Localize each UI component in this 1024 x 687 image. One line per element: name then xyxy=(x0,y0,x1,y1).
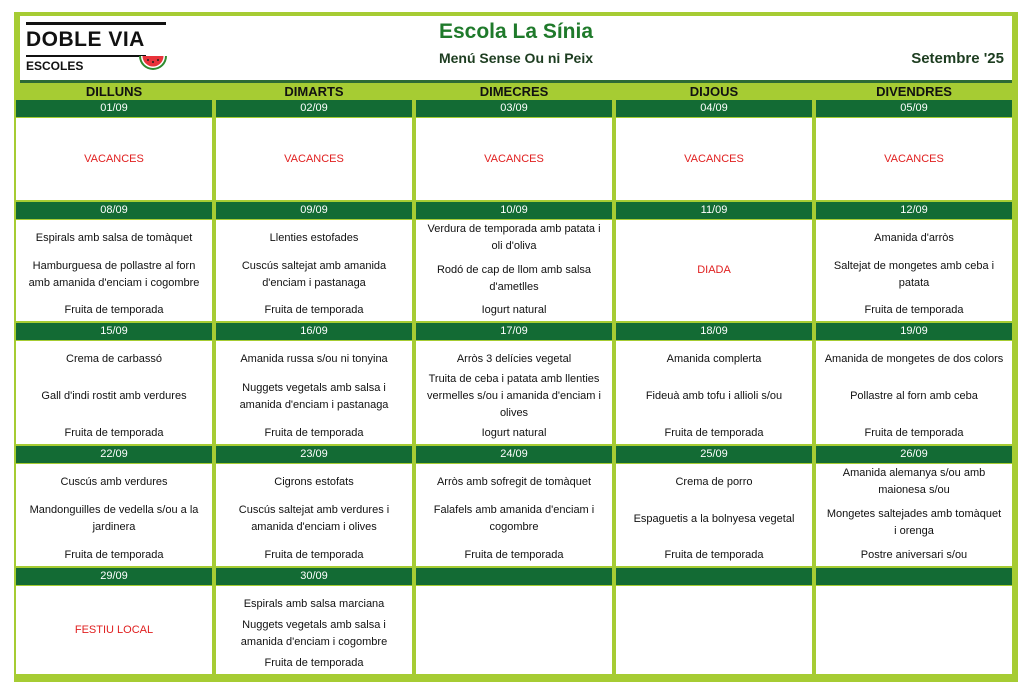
second-course-line: amb amanida d'enciam i cogombre xyxy=(28,277,200,289)
second-course-line: Hamburguesa de pollastre al forn xyxy=(32,260,196,272)
first-course-line: Arròs 3 delícies vegetal xyxy=(456,353,572,365)
second-course-line: Mandonguilles de vedella s/ou a la xyxy=(29,504,199,516)
first-course-line: Arròs amb sofregit de tomàquet xyxy=(436,476,592,488)
day-cell xyxy=(16,341,212,444)
date-bar xyxy=(416,568,612,585)
date-bar: 10/09 xyxy=(416,202,612,219)
month-label: Setembre '25 xyxy=(911,50,1004,67)
second-course-line: d'enciam i pastanaga xyxy=(262,277,366,289)
first-course-line: Cuscús amb verdures xyxy=(60,476,168,488)
first-course-line: Crema de porro xyxy=(675,476,753,488)
date-bar: 15/09 xyxy=(16,323,212,340)
day-cell xyxy=(216,586,412,674)
second-course-line: d'ametlles xyxy=(489,281,539,293)
second-course-line: Falafels amb amanida d'enciam i xyxy=(433,504,595,516)
day-cell xyxy=(616,341,812,444)
day-cell xyxy=(816,586,1012,674)
day-cell xyxy=(416,220,612,321)
date-bar: 08/09 xyxy=(16,202,212,219)
second-course-line: olives xyxy=(499,407,529,419)
holiday-label: VACANCES xyxy=(884,153,944,165)
logo-subtitle: ESCOLES xyxy=(26,59,84,73)
dessert-line: Fruita de temporada xyxy=(864,427,964,439)
first-course-line: Llenties estofades xyxy=(269,232,359,244)
first-course-line: Amanida alemanya s/ou amb xyxy=(842,467,986,479)
second-course-line: Gall d'indi rostit amb verdures xyxy=(41,390,187,402)
day-cell xyxy=(616,220,812,321)
second-course-line: amanida d'enciam i pastanaga xyxy=(239,399,389,411)
second-course-line: Mongetes saltejades amb tomàquet xyxy=(826,508,1002,520)
date-bar: 12/09 xyxy=(816,202,1012,219)
date-bar: 26/09 xyxy=(816,446,1012,463)
second-course-line: amanida d'enciam i cogombre xyxy=(240,636,388,648)
second-course-line: jardinera xyxy=(92,521,136,533)
holiday-label: VACANCES xyxy=(284,153,344,165)
date-bar: 17/09 xyxy=(416,323,612,340)
second-course-line: Espaguetis a la bolnyesa vegetal xyxy=(633,513,795,525)
second-course-line: i orenga xyxy=(894,525,934,537)
first-course-line: Amanida d'arròs xyxy=(874,232,954,244)
day-cell xyxy=(816,464,1012,566)
dessert-line: Fruita de temporada xyxy=(64,549,164,561)
day-cell xyxy=(216,464,412,566)
second-course-line: Pollastre al forn amb ceba xyxy=(850,390,978,402)
first-course-line: Amanida complerta xyxy=(666,353,762,365)
dessert-line: Iogurt natural xyxy=(481,427,547,439)
holiday-label: DIADA xyxy=(697,264,731,276)
first-course-line: oli d'oliva xyxy=(491,240,537,252)
dessert-line: Postre aniversari s/ou xyxy=(860,549,968,561)
day-cell xyxy=(816,220,1012,321)
dessert-line: Fruita de temporada xyxy=(664,549,764,561)
date-bar: 01/09 xyxy=(16,100,212,117)
date-bar xyxy=(616,568,812,585)
day-cell xyxy=(616,464,812,566)
menu-frame xyxy=(14,12,1018,682)
date-bar: 05/09 xyxy=(816,100,1012,117)
second-course-line: vermelles s/ou i amanida d'enciam i xyxy=(427,390,601,402)
first-course-line: Amanida russa s/ou ni tonyina xyxy=(240,353,388,365)
holiday-label: VACANCES xyxy=(684,153,744,165)
dessert-line: Fruita de temporada xyxy=(264,304,364,316)
dessert-line: Iogurt natural xyxy=(481,304,547,316)
first-course-line: Espirals amb salsa marciana xyxy=(243,598,385,610)
second-course-line: amanida d'enciam i olives xyxy=(251,521,377,533)
date-bar: 29/09 xyxy=(16,568,212,585)
holiday-label: VACANCES xyxy=(484,153,544,165)
day-cell xyxy=(16,118,212,200)
date-bar: 09/09 xyxy=(216,202,412,219)
header-divider xyxy=(20,80,1012,83)
first-course-line: maionesa s/ou xyxy=(878,484,950,496)
dessert-line: Fruita de temporada xyxy=(264,427,364,439)
date-bar: 25/09 xyxy=(616,446,812,463)
day-cell xyxy=(416,464,612,566)
day-header-2: DIMARTS xyxy=(284,84,344,99)
holiday-label: FESTIU LOCAL xyxy=(74,624,154,636)
date-bar: 11/09 xyxy=(616,202,812,219)
date-bar: 30/09 xyxy=(216,568,412,585)
second-course-line: Nuggets vegetals amb salsa i xyxy=(242,619,386,631)
day-cell xyxy=(16,586,212,674)
second-course-line: patata xyxy=(898,277,930,289)
second-course-line: Fideuà amb tofu i allioli s/ou xyxy=(645,390,783,402)
date-bar: 22/09 xyxy=(16,446,212,463)
first-course-line: Crema de carbassó xyxy=(66,353,162,365)
date-bar: 23/09 xyxy=(216,446,412,463)
dessert-line: Fruita de temporada xyxy=(264,657,364,669)
dessert-line: Fruita de temporada xyxy=(64,427,164,439)
second-course-line: Cuscús saltejat amb amanida xyxy=(241,260,387,272)
day-cell xyxy=(416,586,612,674)
school-title: Escola La Sínia xyxy=(438,20,594,43)
first-course-line: Verdura de temporada amb patata i xyxy=(427,223,601,235)
day-cell xyxy=(816,341,1012,444)
second-course-line: Nuggets vegetals amb salsa i xyxy=(242,382,386,394)
day-cell xyxy=(216,118,412,200)
holiday-label: VACANCES xyxy=(84,153,144,165)
date-bar xyxy=(816,568,1012,585)
first-course-line: Espirals amb salsa de tomàquet xyxy=(35,232,193,244)
day-cell xyxy=(616,118,812,200)
day-cell xyxy=(616,586,812,674)
date-bar: 16/09 xyxy=(216,323,412,340)
day-header-1: DILLUNS xyxy=(85,84,143,99)
dessert-line: Fruita de temporada xyxy=(264,549,364,561)
dessert-line: Fruita de temporada xyxy=(664,427,764,439)
day-cell xyxy=(416,341,612,444)
dessert-line: Fruita de temporada xyxy=(464,549,564,561)
dessert-line: Fruita de temporada xyxy=(864,304,964,316)
day-cell xyxy=(16,464,212,566)
day-header-5: DIVENDRES xyxy=(876,84,952,99)
day-cell xyxy=(816,118,1012,200)
date-bar: 18/09 xyxy=(616,323,812,340)
dessert-line: Fruita de temporada xyxy=(64,304,164,316)
menu-header xyxy=(20,16,1012,80)
date-bar: 03/09 xyxy=(416,100,612,117)
day-cell xyxy=(416,118,612,200)
first-course-line: Amanida de mongetes de dos colors xyxy=(824,353,1004,365)
second-course-line: Cuscús saltejat amb verdures i xyxy=(238,504,390,516)
day-cell xyxy=(216,341,412,444)
second-course-line: Rodó de cap de llom amb salsa xyxy=(436,264,592,276)
menu-name: Menú Sense Ou ni Peix xyxy=(438,50,594,66)
logo-name: DOBLE VIA xyxy=(26,28,145,51)
date-bar: 02/09 xyxy=(216,100,412,117)
date-bar: 04/09 xyxy=(616,100,812,117)
day-cell xyxy=(16,220,212,321)
date-bar: 24/09 xyxy=(416,446,612,463)
day-header-4: DIJOUS xyxy=(689,84,739,99)
date-bar: 19/09 xyxy=(816,323,1012,340)
second-course-line: cogombre xyxy=(489,521,539,533)
day-cell xyxy=(216,220,412,321)
day-header-3: DIMECRES xyxy=(479,84,549,99)
second-course-line: Saltejat de mongetes amb ceba i xyxy=(833,260,995,272)
first-course-line: Cigrons estofats xyxy=(274,476,354,488)
second-course-line: Truita de ceba i patata amb llenties xyxy=(428,373,600,385)
